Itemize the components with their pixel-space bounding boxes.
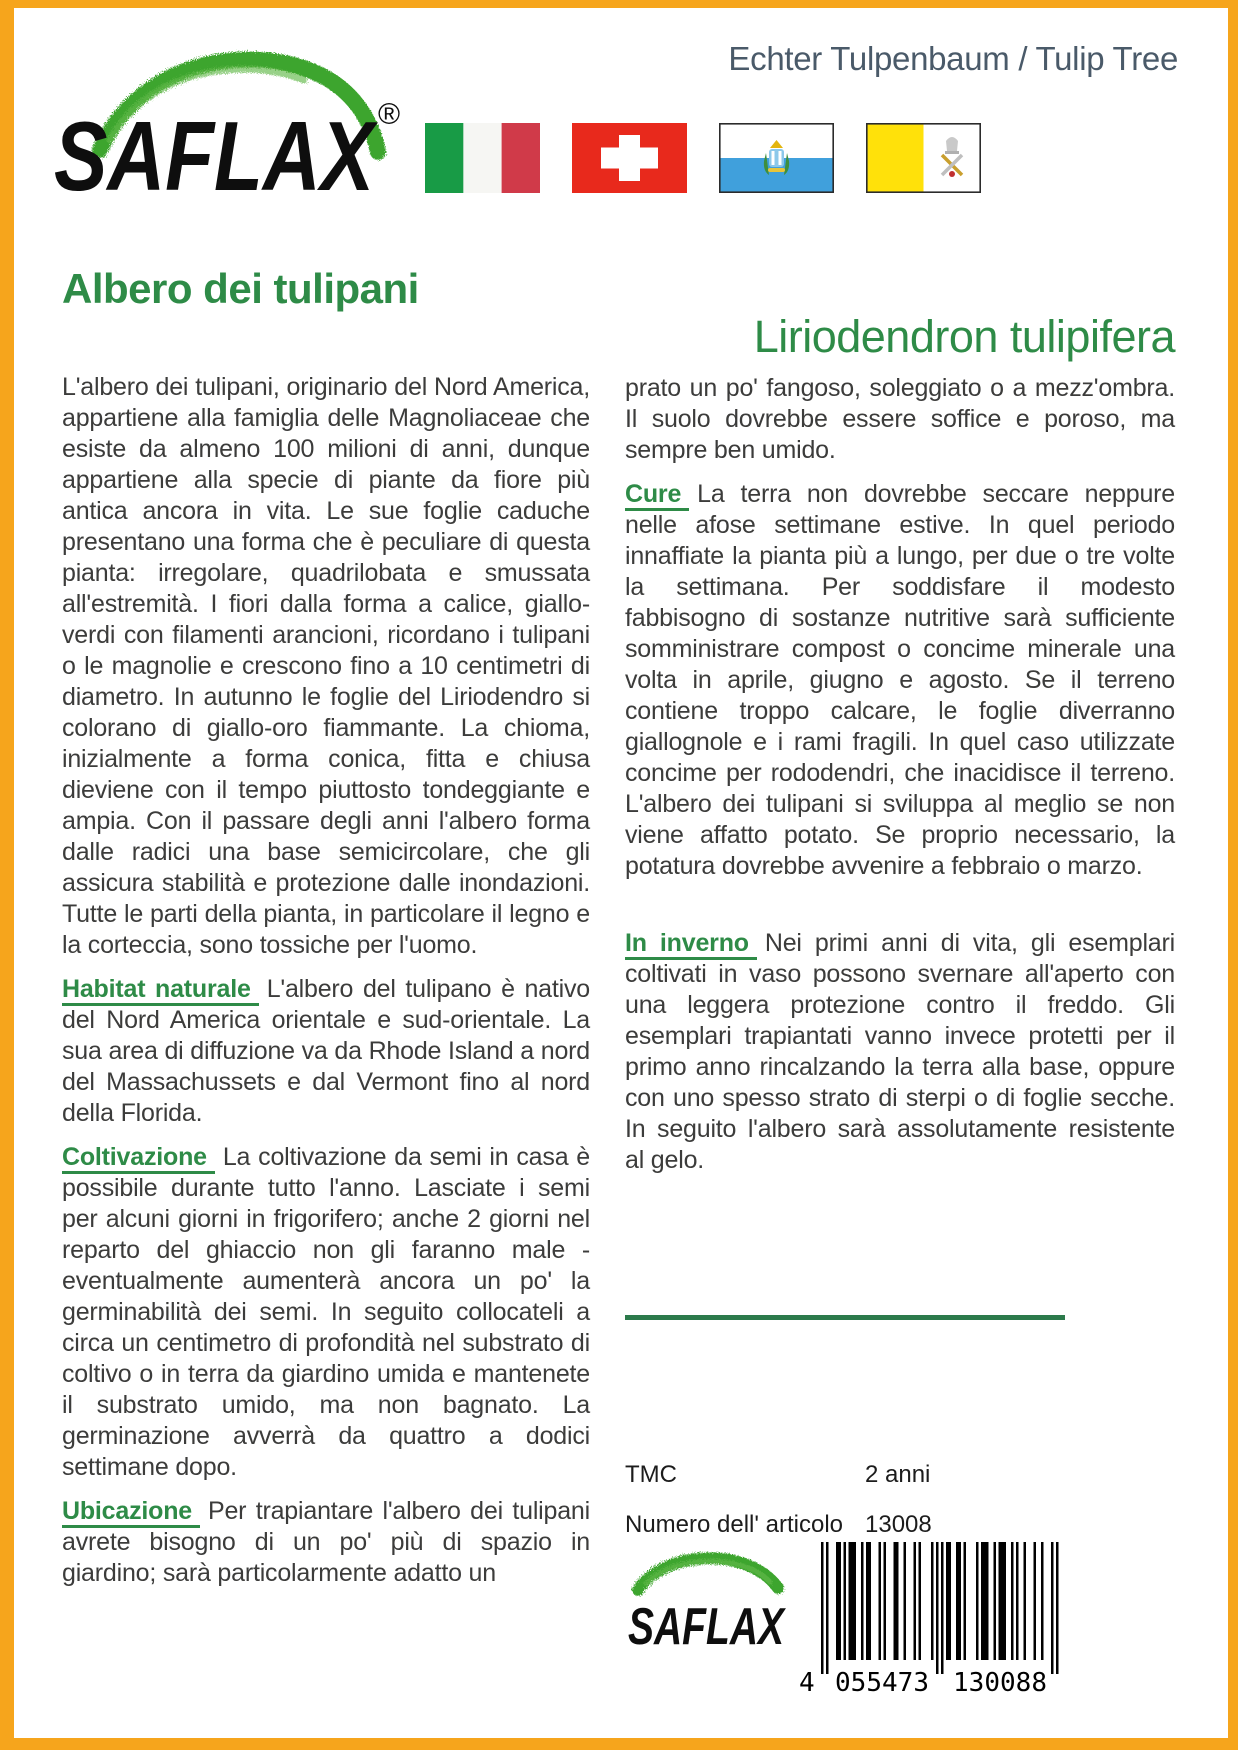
barcode-digits-right: 130088 bbox=[953, 1668, 1047, 1694]
section-heading-in-inverno: In inverno bbox=[625, 929, 757, 960]
barcode-bars bbox=[821, 1542, 1059, 1674]
section-habitat-naturale bbox=[62, 974, 590, 1129]
section-in-inverno bbox=[625, 928, 1175, 1176]
intro-paragraph bbox=[62, 372, 590, 961]
tmc-label: TMC bbox=[625, 1461, 677, 1488]
section-heading-habitat-naturale: Habitat naturale bbox=[62, 975, 259, 1006]
barcode-digit-first: 4 bbox=[799, 1668, 815, 1694]
registered-trademark-icon: ® bbox=[378, 98, 401, 131]
logo-arc-icon bbox=[638, 1558, 778, 1590]
continuation-text: prato un po' fangoso, soleggiato o a mezz'ombra. Il suolo dovrebbe essere soffice e poroso, ma sempre ben umido. bbox=[625, 374, 1175, 464]
page-title: Albero dei tulipani bbox=[62, 265, 419, 312]
section-divider bbox=[625, 1315, 1065, 1320]
info-row-tmc bbox=[625, 1450, 1085, 1500]
ean13-barcode bbox=[797, 1540, 1087, 1694]
section-text-habitat-naturale: L'albero del tulipano è nativo del Nord America orientale e sud-orientale. La sua area di diffuzione va da Rhode Island a nord del Massachussets e dal Vermont fino al nord della Florida. bbox=[62, 975, 590, 1127]
article-number-label: Numero dell' articolo bbox=[625, 1511, 844, 1538]
saflax-logo bbox=[52, 38, 404, 202]
right-column bbox=[625, 311, 1175, 1189]
section-heading-cure: Cure bbox=[625, 480, 689, 511]
section-ubicazione bbox=[62, 1496, 590, 1589]
section-cure bbox=[625, 479, 1175, 882]
barcode-digits-left: 055473 bbox=[835, 1668, 929, 1694]
continuation-paragraph bbox=[625, 373, 1175, 466]
latin-name-title: Liriodendron tulipifera bbox=[753, 311, 1175, 362]
flag-switzerland-icon bbox=[572, 123, 687, 193]
flag-san-marino-icon bbox=[719, 123, 834, 193]
page-subtitle: Echter Tulpenbaum / Tulip Tree bbox=[728, 40, 1178, 77]
brand-wordmark: SAFLAX bbox=[628, 1598, 787, 1652]
section-heading-ubicazione: Ubicazione bbox=[62, 1497, 200, 1528]
section-coltivazione bbox=[62, 1142, 590, 1483]
saflax-footer-logo bbox=[626, 1536, 790, 1652]
flag-vatican-city-icon bbox=[866, 123, 981, 193]
section-text-in-inverno: Nei primi anni di vita, gli esemplari coltivati in vaso possono svernare all'aperto con una leggera protezione contro il freddo. Gli esemplari trapiantati vanno invece protetti per il primo anno rincalzando la terra alla base, oppure con uno spesso strato di sterpi o di foglie secche. In seguito l'albero sarà assolutamente resistente al gelo. bbox=[625, 929, 1175, 1174]
flag-row bbox=[425, 123, 981, 193]
brand-wordmark: SAFLAX bbox=[54, 101, 379, 202]
article-number-value: 13008 bbox=[865, 1511, 932, 1538]
flag-italy-icon bbox=[425, 123, 540, 193]
product-info bbox=[625, 1450, 1085, 1550]
tmc-value: 2 anni bbox=[865, 1461, 931, 1488]
left-column bbox=[62, 265, 590, 1602]
section-text-coltivazione: La coltivazione da semi in casa è possibile durante tutto l'anno. Lasciate i semi per alcuni giorni in frigorifero; anche 2 giorni nel reparto del ghiaccio non gli faranno male - eventualmente aumenterà ancora un po' la germinabilità dei semi. In seguito collocateli a circa un centimetro di profondità nel substrato di coltivo o in terra da giardino umida e mantenete il substrato umido, ma non bagnato. La germinazione avverrà da quattro a dodici settimane dopo. bbox=[62, 1143, 590, 1481]
section-heading-coltivazione: Coltivazione bbox=[62, 1143, 215, 1174]
intro-text: L'albero dei tulipani, originario del Nord America, appartiene alla famiglia delle Magnoliaceae che esiste da almeno 100 milioni di anni, dunque appartiene alla specie di piante da fiore più antica ancora in vita. Le sue foglie caduche presentano una forma che è peculiare di questa pianta: irregolare, quadrilobata e smussata all'estremità. I fiori dalla forma a calice, giallo-verdi con filamenti arancioni, ricordano i tulipani o le magnolie e crescono fino a 10 centimetri di diametro. In autunno le foglie del Liriodendro si colorano di giallo-oro fiammante. La chioma, inizialmente a forma conica, fitta e chiusa dieviene con il tempo piuttosto tondeggiante e ampia. Con il passare degli anni l'albero forma dalle radici una base semicircolare, che gli assicura stabilità e protezione dalle inondazioni. Tutte le parti della pianta, in particolare il legno e la corteccia, sono tossiche per l'uomo. bbox=[62, 373, 590, 959]
section-text-ubicazione: Per trapiantare l'albero dei tulipani avrete bisogno di un po' più di spazio in giardino; sarà particolarmente adatto un bbox=[62, 1497, 590, 1587]
section-text-cure: La terra non dovrebbe seccare neppure nelle afose settimane estive. In quel periodo innaffiate la pianta più a lungo, per due o tre volte la settimana. Per soddisfare il modesto fabbisogno di sostanze nutritive sarà sufficiente somministrare compost o concime minerale una volta in aprile, giugno e agosto. Se il terreno contiene troppo calcare, le foglie diverranno giallognole e i rami fragili. In quel caso utilizzate concime per rododendri, che inacidisce il terreno. L'albero dei tulipani si sviluppa al meglio se non viene affatto potato. Se proprio necessario, la potatura dovrebbe avvenire a febbraio o marzo. bbox=[625, 480, 1175, 880]
